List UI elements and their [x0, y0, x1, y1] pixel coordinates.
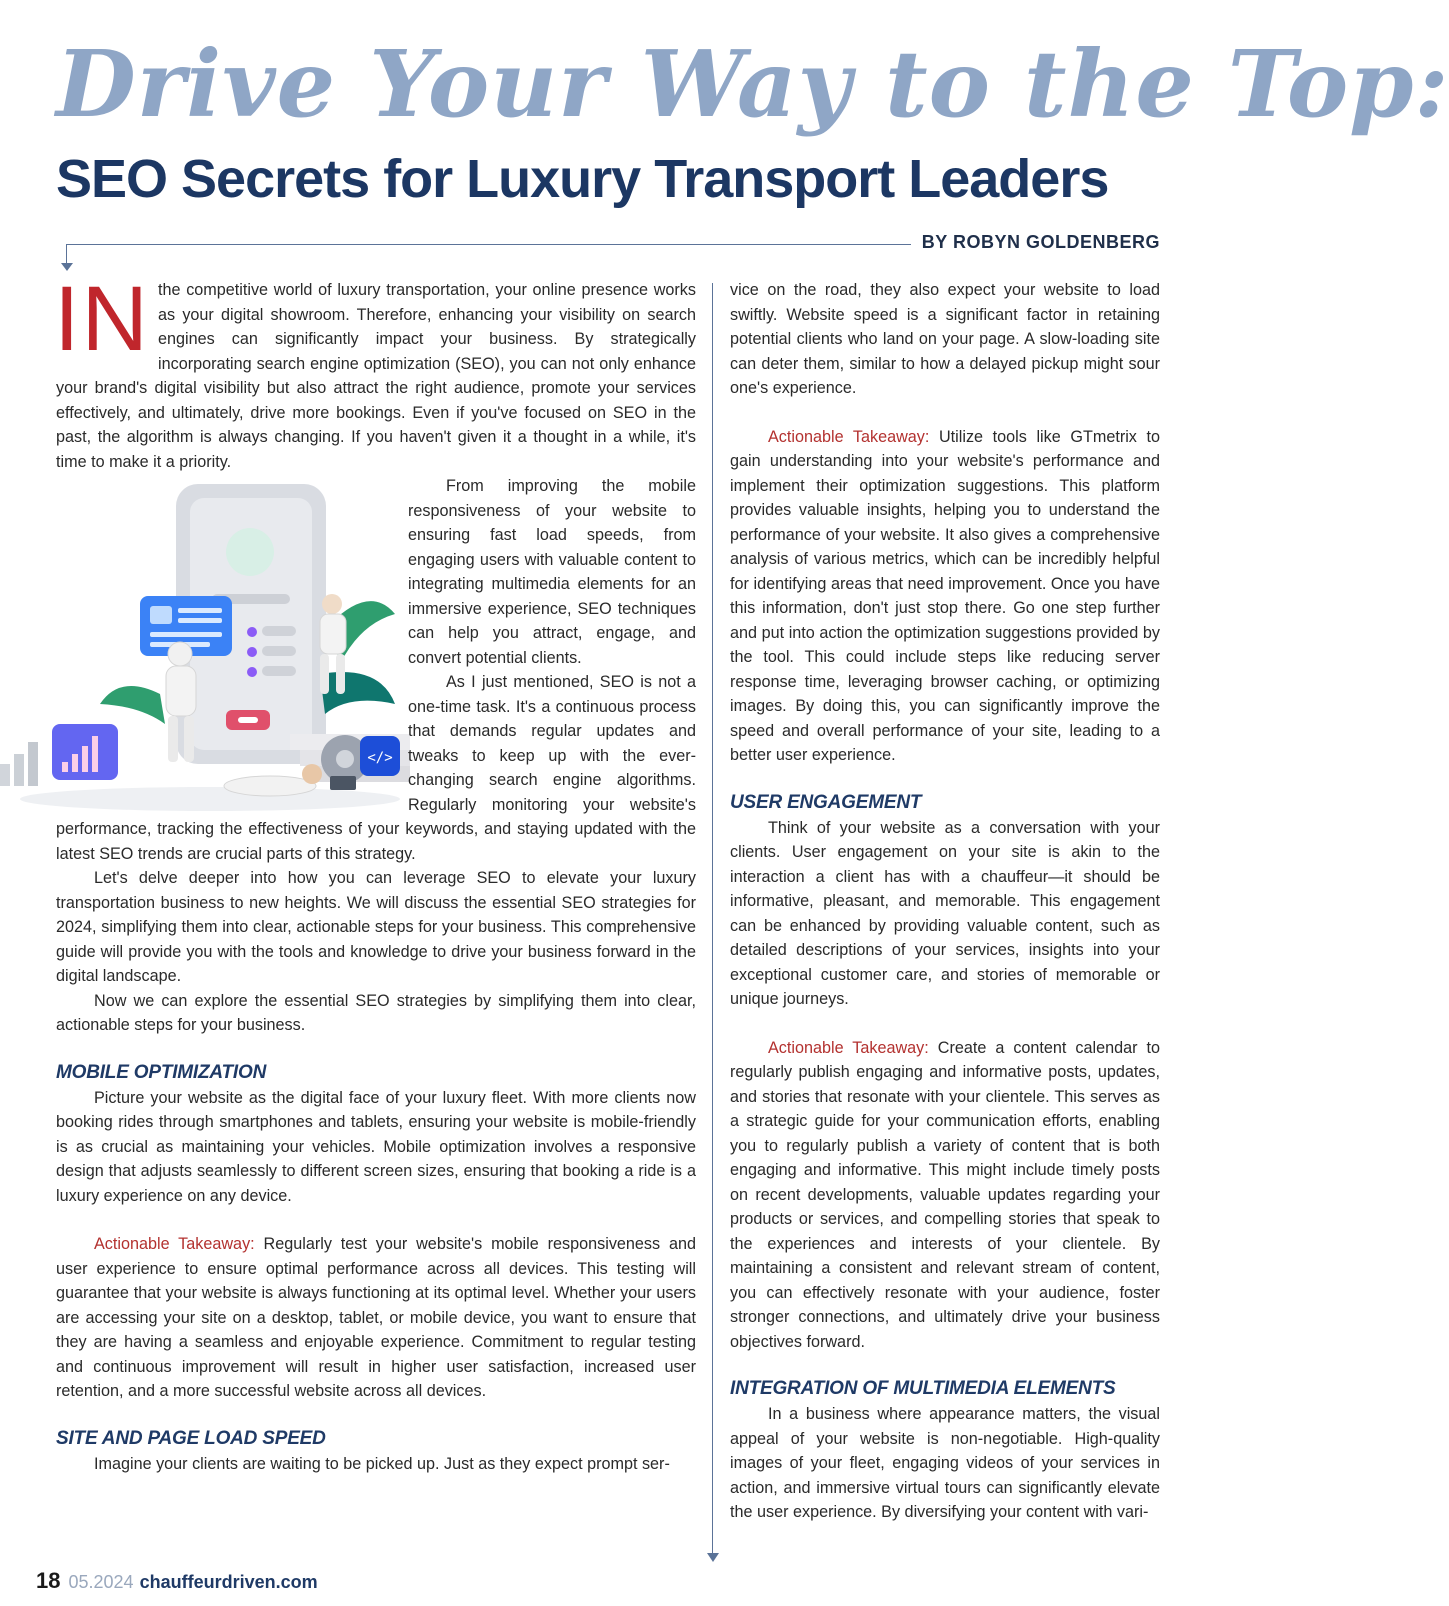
title-main: SEO Secrets for Luxury Transport Leaders	[56, 149, 1109, 209]
down-arrow-icon	[707, 1553, 719, 1562]
section-heading-engagement: USER ENGAGEMENT	[730, 791, 922, 813]
body-paragraph: Imagine your clients are waiting to be picked up. Just as they expect prompt ser-	[94, 1454, 670, 1473]
takeaway-text: Regularly test your website's mobile responsiveness and user experience to ensure optimal performance across all devices. This testing will guarantee that your website is always functioning at its optimal level. Whether your users are accessing your site on a desktop, tablet, or mobile device, you want to ensure that they are having a seamless and enjoyable experience. Commitment to regular testing and continuous improvement will result in higher user satisfaction, increased user retention, and a more successful website across all devices.	[56, 1235, 696, 1400]
body-paragraph: Picture your website as the digital face of your luxury fleet. With more clients now booking rides through smartphones and tablets, ensuring your website is mobile-friendly is as crucial as maintaining your vehicles. Mobile optimization involves a responsive design that adjusts seamlessly to different screen sizes, ensuring that booking a ride is a luxury experience on any device.	[56, 1088, 696, 1205]
byline: BY ROBYN GOLDENBERG	[921, 232, 1160, 252]
section-heading-mobile: MOBILE OPTIMIZATION	[56, 1061, 267, 1083]
intro-paragraph	[54, 268, 696, 474]
svg-text:</>: </>	[367, 750, 393, 766]
body-paragraph: vice on the road, they also expect your website to load swiftly. Website speed is a significant factor in retaining potential clients who land on your page. A slow-loading site can deter them, similar to how a delayed pickup might sour one's experience.	[730, 281, 1160, 397]
issue-date: 05.2024	[68, 1572, 134, 1592]
left-column	[54, 268, 696, 1476]
takeaway-label: Actionable Takeaway:	[94, 1235, 255, 1253]
right-column	[730, 278, 1160, 1525]
title-script: Drive Your Way to the Top:	[56, 30, 1449, 138]
drop-cap: IN	[54, 268, 150, 370]
takeaway-text: Utilize tools like GTmetrix to gain understanding into your website's performance and implement their optimization suggestions. This platform provides valuable insights, helping you to understand the performance of your website. It also gives a comprehensive analysis of various metrics, which can be incredibly helpful for identifying areas that need improvement. Once you have this information, don't just stop there. Go one step further and put into action the optimization suggestions provided by the tool. This could include steps like reducing server response time, leveraging browser caching, or optimizing images. By doing this, you can significantly improve the speed and overall performance of your site, leading to a better user experience.	[730, 427, 1160, 764]
seo-illustration-image	[0, 474, 400, 814]
takeaway-paragraph	[56, 1232, 696, 1404]
body-paragraph: As I just mentioned, SEO is not a one-time task. It's a continuous process that demands regular updates and tweaks to keep up with the ever-changing search engine algorithms. Regularly monitoring your website's performance, tracking the effectiveness of your keywords, and staying updated with the latest SEO trends are crucial parts of this strategy.	[56, 673, 696, 863]
byline-rule	[66, 244, 911, 245]
column-divider	[712, 283, 713, 1555]
body-paragraph: Now we can explore the essential SEO strategies by simplifying them into clear, actionable steps for your business.	[56, 991, 696, 1034]
page-footer	[36, 1568, 318, 1594]
page-number: 18	[36, 1568, 61, 1593]
takeaway-label: Actionable Takeaway:	[768, 427, 930, 446]
intro-text: the competitive world of luxury transportation, your online presence works as your digital showroom. Therefore, enhancing your visibility on search engines can significantly impact your business. By strategically incorporating search engine optimization (SEO), you can not only enhance your brand's digital visibility but also attract the right audience, promote your services effectively, and ultimately, drive more bookings. Even if you've focused on SEO in the past, the algorithm is always changing. If you haven't given it a thought in a while, it's time to make it a priority.	[56, 281, 696, 471]
takeaway-label: Actionable Takeaway:	[768, 1038, 929, 1057]
takeaway-paragraph	[730, 1036, 1160, 1355]
takeaway-paragraph	[730, 425, 1160, 768]
body-paragraph: Let's delve deeper into how you can leverage SEO to elevate your luxury transportation business to new heights. We will discuss the essential SEO strategies for 2024, simplifying them into clear, actionable steps for your business. This comprehensive guide will provide you with the tools and knowledge to drive your business forward in the digital landscape.	[56, 869, 696, 985]
intro-paragraph-2: From improving the mobile responsiveness of your website to ensuring fast load speeds, from engaging users with valuable content to integrating multimedia elements for an immersive experience, SEO techniques can help you attract, engage, and convert potential clients.	[408, 477, 696, 667]
body-paragraph: Think of your website as a conversation with your clients. User engagement on your site is akin to the interaction a client has with a chauffeur—it should be informative, pleasant, and memorable. This engagement can be enhanced by providing valuable content, such as detailed descriptions of your services, insights into your exceptional customer care, and stories of memorable or unique journeys.	[730, 818, 1160, 1008]
seo-illustration	[0, 474, 400, 814]
body-paragraph: In a business where appearance matters, the visual appeal of your website is non-negotiable. High-quality images of your fleet, engaging videos of your services in action, and immersive virtual tours can significantly elevate the user experience. By diversifying your content with vari-	[730, 1405, 1160, 1521]
site-link[interactable]: chauffeurdriven.com	[139, 1572, 318, 1592]
takeaway-text: Create a content calendar to regularly publish engaging and informative posts, updates, and stories that resonate with your clientele. This serves as a strategic guide for your communication efforts, enabling you to regularly publish a variety of content that is both engaging and informative. This might include timely posts on recent developments, valuable updates regarding your products or services, and compelling stories that speak to the experiences and interests of your clientele. By maintaining a consistent and relevant stream of content, you can effectively resonate with your audience, foster stronger connections, and ultimately drive your business objectives forward.	[730, 1038, 1160, 1351]
section-heading-speed: SITE AND PAGE LOAD SPEED	[56, 1427, 326, 1449]
section-heading-multimedia: INTEGRATION OF MULTIMEDIA ELEMENTS	[730, 1378, 1116, 1399]
